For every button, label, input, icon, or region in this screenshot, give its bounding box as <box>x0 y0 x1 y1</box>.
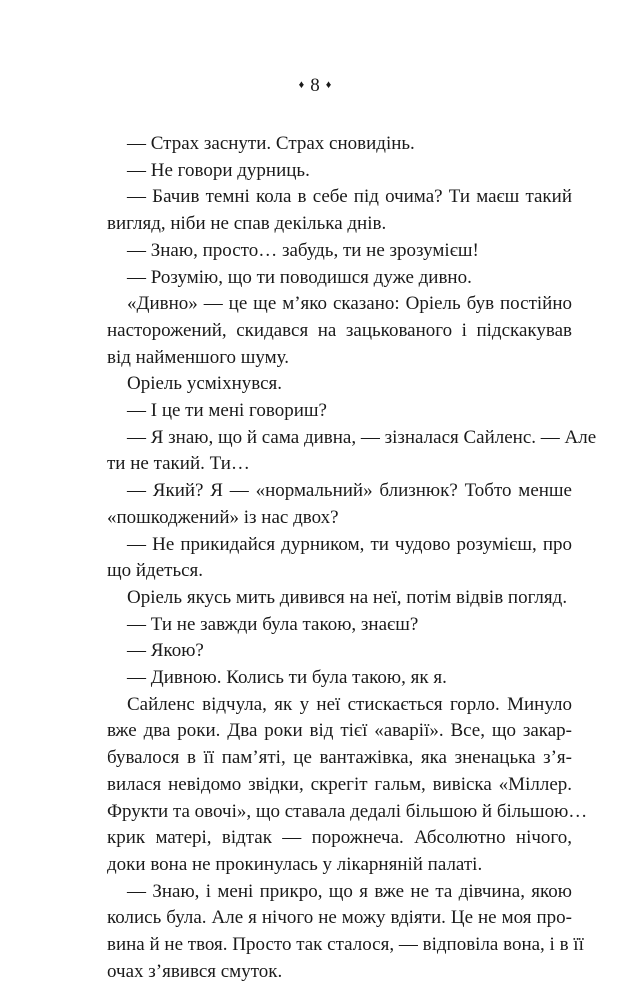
text-line: — І це ти мені говориш? <box>127 400 327 422</box>
text-line: доки вона не прокинулась у лікарняній палаті. <box>107 853 483 875</box>
text-line: — Не говори дурниць. <box>127 159 310 181</box>
text-line: вина й не твоя. Просто так сталося, — відповіла вона, і в її <box>107 934 584 956</box>
text-line: насторожений, скидався на зацькованого і підскакував <box>107 319 572 341</box>
text-line: — Страх заснути. Страх сновидінь. <box>127 133 415 154</box>
text-line: — Якою? <box>127 640 204 662</box>
text-line: — Дивною. Колись ти була такою, як я. <box>127 667 447 689</box>
text-line: крик матері, відтак — порожнеча. Абсолютно нічого, <box>107 827 572 849</box>
text-line: очах з’явився смуток. <box>107 960 283 982</box>
text-line: бувалося в її пам’яті, це вантажівка, яка зненацька з’я- <box>107 747 572 769</box>
ornament-right-icon: ♦ <box>325 78 332 91</box>
ornament-left-icon: ♦ <box>298 78 305 91</box>
text-line: — Ти не завжди була такою, знаєш? <box>127 613 419 635</box>
text-line: від найменшого шуму. <box>107 346 290 368</box>
body-text <box>107 131 597 986</box>
text-line: що йдеться. <box>107 560 204 582</box>
text-line: — Не прикидайся дурником, ти чудово розумієш, про <box>127 533 572 555</box>
text-line: вилася невідомо звідки, скрегіт гальм, вивіска «Міллер. <box>107 773 572 795</box>
text-line: — Я знаю, що й сама дивна, — зізналася Сайленс. — Але <box>127 426 597 448</box>
text-line: Оріель якусь мить дивився на неї, потім відвів погляд. <box>127 586 568 608</box>
text-line: Сайленс відчула, як у неї стискається горло. Минуло <box>127 693 572 715</box>
page-number <box>0 74 630 99</box>
text-line: — Знаю, і мені прикро, що я вже не та дівчина, якою <box>127 880 572 902</box>
text-line: колись була. Але я нічого не можу вдіяти. Це не моя про- <box>107 907 572 929</box>
page-number-value: 8 <box>310 75 320 96</box>
text-line: вже два роки. Два роки від тієї «аварії». Все, що закар- <box>107 720 572 742</box>
text-line: — Бачив темні кола в себе під очима? Ти маєш такий <box>127 186 572 208</box>
text-line: вигляд, ніби не спав декілька днів. <box>107 213 387 235</box>
text-line: Оріель усміхнувся. <box>127 373 283 395</box>
text-line: Фрукти та овочі», що ставала дедалі більшою й більшою… <box>107 800 588 822</box>
text-line: «Дивно» — це ще м’яко сказано: Оріель був постійно <box>127 293 572 315</box>
text-line: ти не такий. Ти… <box>107 453 250 475</box>
text-line: — Знаю, просто… забудь, ти не зрозумієш! <box>127 239 479 261</box>
text-line: «пошкоджений» із нас двох? <box>107 506 339 528</box>
text-line: — Розумію, що ти поводишся дуже дивно. <box>127 266 472 288</box>
text-line: — Який? Я — «нормальний» близнюк? Тобто менше <box>127 480 572 502</box>
